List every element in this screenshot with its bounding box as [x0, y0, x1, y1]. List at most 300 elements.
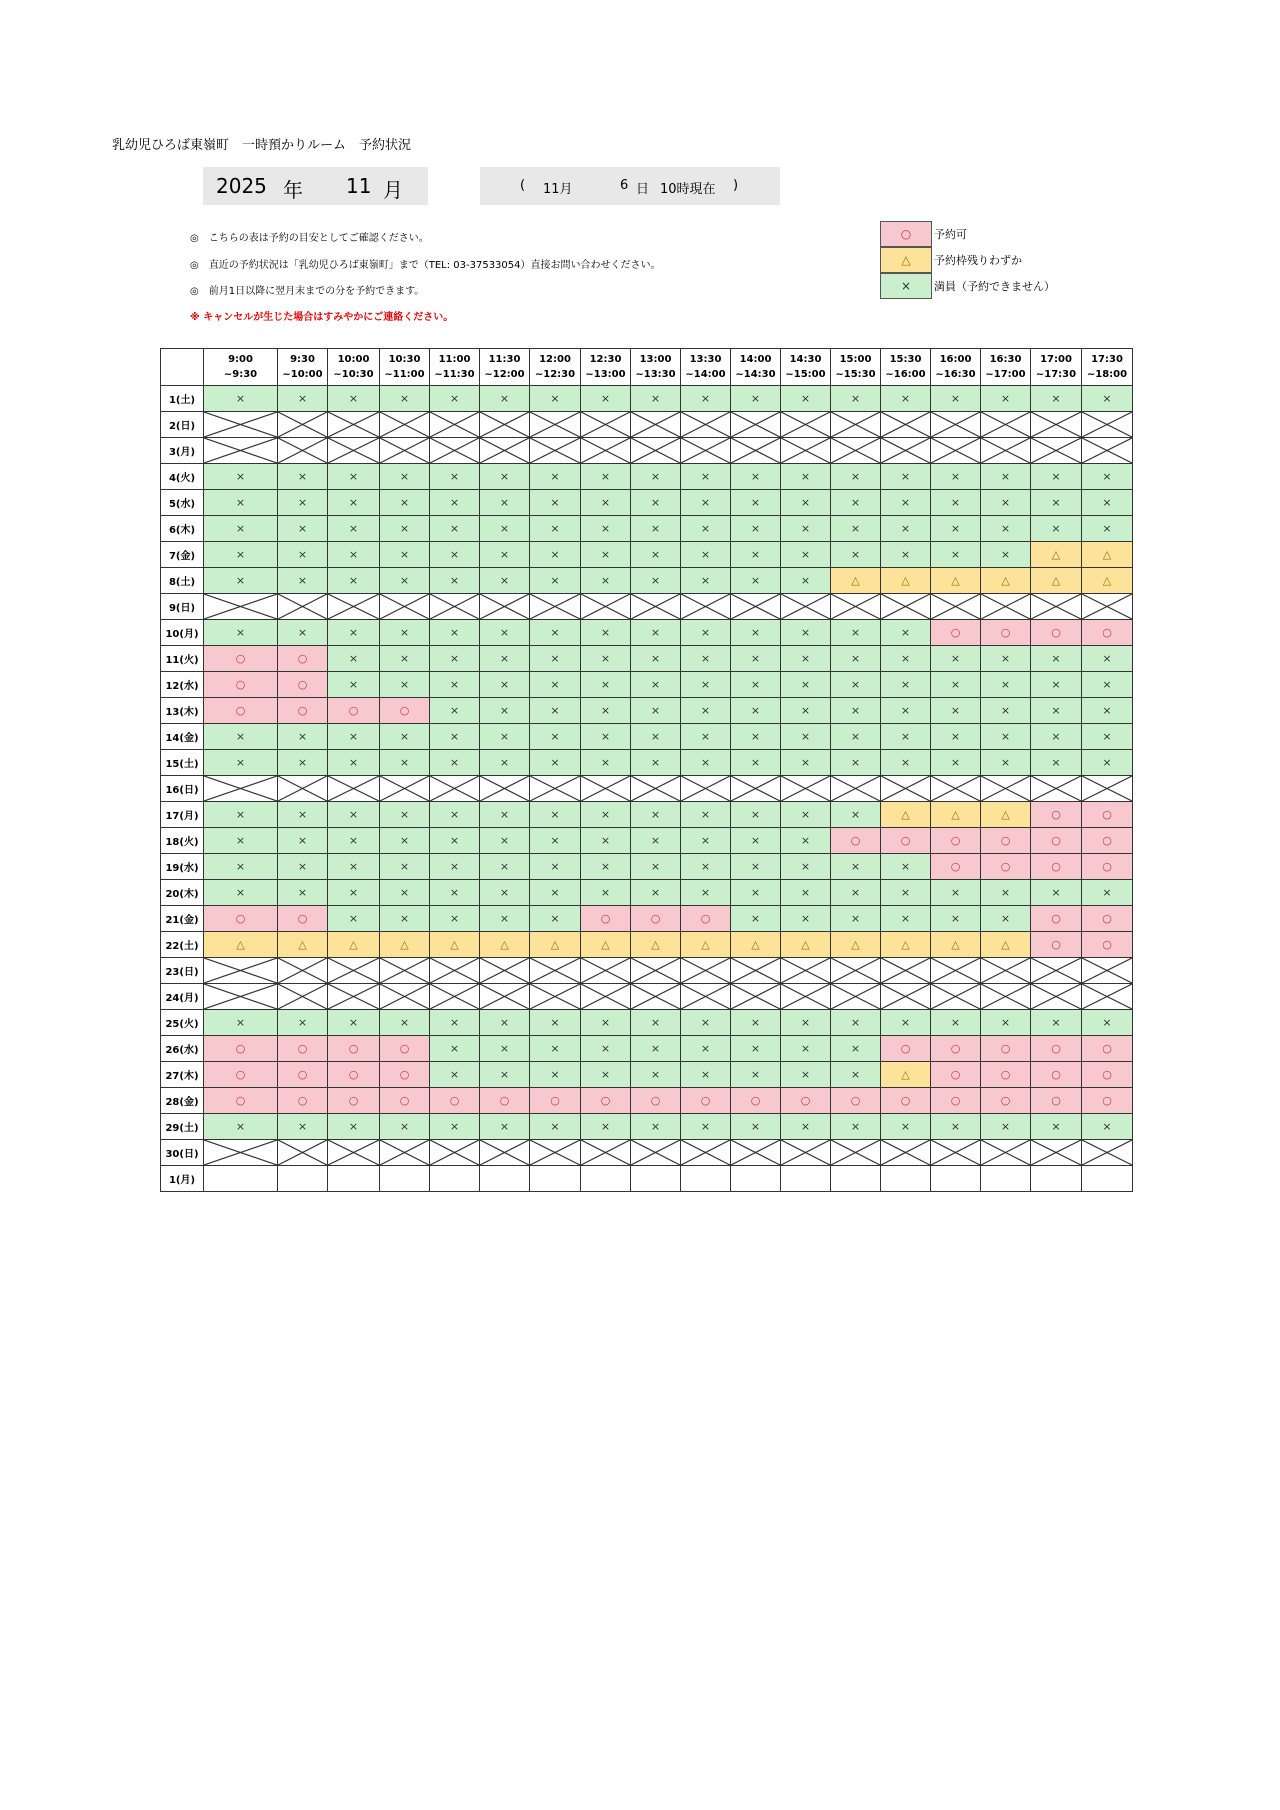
timeslot-end: ~13:30: [635, 369, 676, 380]
timeslot-end: ~13:00: [585, 369, 626, 380]
status-cell-empty: [530, 1166, 581, 1192]
status-cell-full: ×: [631, 568, 681, 594]
status-cell-full: ×: [204, 1010, 278, 1036]
status-cell-closed: [981, 776, 1031, 802]
status-cell-full: ×: [380, 802, 430, 828]
status-cell-full: ×: [781, 386, 831, 412]
status-cell-available: ○: [881, 1036, 931, 1062]
day-label: 6(木): [161, 516, 204, 542]
day-label: 21(金): [161, 906, 204, 932]
status-cell-full: ×: [430, 620, 480, 646]
status-cell-full: ×: [278, 1010, 328, 1036]
timeslot-end: ~14:30: [735, 369, 776, 380]
closed-cross-icon: [204, 776, 277, 801]
closed-cross-icon: [981, 438, 1030, 463]
status-cell-few-left: △: [581, 932, 631, 958]
table-row: [161, 542, 1133, 568]
closed-cross-icon: [430, 984, 479, 1009]
status-cell-closed: [981, 594, 1031, 620]
timeslot-header: [981, 349, 1031, 386]
status-cell-closed: [831, 776, 881, 802]
status-cell-full: ×: [480, 1010, 530, 1036]
closed-cross-icon: [581, 1140, 630, 1165]
status-cell-full: ×: [981, 698, 1031, 724]
status-cell-full: ×: [781, 516, 831, 542]
status-cell-available: ○: [931, 1036, 981, 1062]
status-cell-full: ×: [681, 646, 731, 672]
status-cell-closed: [881, 984, 931, 1010]
status-cell-closed: [1082, 438, 1133, 464]
closed-cross-icon: [480, 1140, 529, 1165]
status-cell-closed: [581, 412, 631, 438]
status-cell-full: ×: [731, 750, 781, 776]
status-cell-full: ×: [480, 698, 530, 724]
status-cell-full: ×: [530, 906, 581, 932]
status-cell-full: ×: [1082, 490, 1133, 516]
closed-cross-icon: [681, 594, 730, 619]
status-cell-full: ×: [731, 854, 781, 880]
table-row: [161, 594, 1133, 620]
status-cell-full: ×: [781, 1062, 831, 1088]
status-cell-full: ×: [430, 542, 480, 568]
status-cell-available: ○: [1082, 620, 1133, 646]
closed-cross-icon: [1082, 984, 1132, 1009]
status-cell-full: ×: [278, 828, 328, 854]
status-cell-available: ○: [204, 698, 278, 724]
status-cell-closed: [631, 984, 681, 1010]
status-cell-full: ×: [781, 906, 831, 932]
status-cell-empty: [430, 1166, 480, 1192]
year-value: 2025: [216, 174, 267, 198]
day-label: 29(土): [161, 1114, 204, 1140]
status-cell-available: ○: [530, 1088, 581, 1114]
timeslot-end: ~17:00: [985, 369, 1026, 380]
closed-cross-icon: [981, 984, 1030, 1009]
closed-cross-icon: [278, 984, 327, 1009]
timeslot-start: 11:30: [488, 354, 521, 365]
status-cell-closed: [1082, 958, 1133, 984]
status-cell-closed: [681, 412, 731, 438]
timeslot-start: 17:30: [1091, 354, 1123, 365]
closed-cross-icon: [781, 1140, 830, 1165]
status-cell-closed: [781, 1140, 831, 1166]
status-cell-full: ×: [731, 464, 781, 490]
status-cell-full: ×: [1082, 880, 1133, 906]
status-cell-full: ×: [530, 490, 581, 516]
status-cell-closed: [581, 438, 631, 464]
status-cell-full: ×: [480, 854, 530, 880]
table-row: [161, 880, 1133, 906]
closed-cross-icon: [204, 1140, 277, 1165]
status-cell-full: ×: [981, 464, 1031, 490]
status-cell-empty: [480, 1166, 530, 1192]
status-cell-full: ×: [530, 1036, 581, 1062]
status-cell-full: ×: [1031, 698, 1082, 724]
status-cell-full: ×: [278, 724, 328, 750]
status-cell-full: ×: [430, 490, 480, 516]
status-cell-full: ×: [681, 1062, 731, 1088]
status-cell-full: ×: [731, 1062, 781, 1088]
status-cell-full: ×: [1031, 646, 1082, 672]
status-cell-full: ×: [681, 880, 731, 906]
status-cell-full: ×: [380, 516, 430, 542]
status-cell-full: ×: [328, 750, 380, 776]
day-label: 4(火): [161, 464, 204, 490]
status-cell-closed: [981, 412, 1031, 438]
closed-cross-icon: [831, 412, 880, 437]
reservation-table: [160, 348, 1133, 1192]
status-cell-full: ×: [204, 542, 278, 568]
status-cell-full: ×: [430, 568, 480, 594]
status-cell-full: ×: [1082, 672, 1133, 698]
status-cell-closed: [581, 984, 631, 1010]
day-label: 14(金): [161, 724, 204, 750]
status-cell-full: ×: [581, 464, 631, 490]
status-cell-full: ×: [328, 1010, 380, 1036]
status-cell-full: ×: [681, 672, 731, 698]
table-row: [161, 1010, 1133, 1036]
closed-cross-icon: [1031, 412, 1081, 437]
timeslot-start: 17:00: [1040, 354, 1072, 365]
timeslot-header: [204, 349, 278, 386]
status-cell-available: ○: [1031, 620, 1082, 646]
timeslot-end: ~11:00: [384, 369, 425, 380]
status-cell-full: ×: [631, 1010, 681, 1036]
table-row: [161, 1036, 1133, 1062]
closed-cross-icon: [430, 776, 479, 801]
status-cell-full: ×: [831, 750, 881, 776]
table-row: [161, 438, 1133, 464]
status-cell-full: ×: [581, 724, 631, 750]
status-cell-full: ×: [480, 1036, 530, 1062]
day-label: 30(日): [161, 1140, 204, 1166]
status-cell-full: ×: [328, 516, 380, 542]
status-cell-full: ×: [581, 386, 631, 412]
status-cell-available: ○: [1031, 828, 1082, 854]
day-label: 17(月): [161, 802, 204, 828]
closed-cross-icon: [380, 1140, 429, 1165]
status-cell-full: ×: [881, 750, 931, 776]
status-cell-full: ×: [831, 516, 881, 542]
status-cell-full: ×: [931, 672, 981, 698]
status-cell-full: ×: [981, 1010, 1031, 1036]
status-cell-closed: [681, 958, 731, 984]
closed-cross-icon: [731, 412, 780, 437]
status-cell-available: ○: [581, 906, 631, 932]
status-cell-closed: [380, 984, 430, 1010]
status-cell-full: ×: [430, 698, 480, 724]
closed-cross-icon: [731, 984, 780, 1009]
closed-cross-icon: [278, 438, 327, 463]
timeslot-end: ~15:00: [785, 369, 826, 380]
status-cell-closed: [931, 1140, 981, 1166]
status-cell-full: ×: [581, 750, 631, 776]
status-cell-full: ×: [1082, 1114, 1133, 1140]
status-cell-full: ×: [831, 464, 881, 490]
status-cell-empty: [631, 1166, 681, 1192]
status-cell-full: ×: [480, 490, 530, 516]
status-cell-full: ×: [1031, 386, 1082, 412]
status-cell-full: ×: [328, 620, 380, 646]
status-cell-full: ×: [731, 516, 781, 542]
status-cell-empty: [328, 1166, 380, 1192]
status-cell-available: ○: [981, 1088, 1031, 1114]
status-cell-available: ○: [931, 854, 981, 880]
status-cell-closed: [278, 776, 328, 802]
closed-cross-icon: [530, 412, 580, 437]
status-cell-full: ×: [931, 646, 981, 672]
status-cell-full: ×: [380, 672, 430, 698]
status-cell-full: ×: [981, 880, 1031, 906]
status-cell-available: ○: [831, 828, 881, 854]
status-cell-full: ×: [430, 802, 480, 828]
closed-cross-icon: [781, 776, 830, 801]
closed-cross-icon: [931, 958, 980, 983]
status-cell-closed: [328, 958, 380, 984]
status-cell-full: ×: [581, 646, 631, 672]
status-cell-available: ○: [1082, 854, 1133, 880]
status-cell-full: ×: [881, 620, 931, 646]
status-cell-full: ×: [681, 828, 731, 854]
status-cell-full: ×: [681, 568, 731, 594]
legend-label-full: 満員（予約できません）: [934, 280, 1055, 293]
status-cell-available: ○: [581, 1088, 631, 1114]
timeslot-header: [530, 349, 581, 386]
closed-cross-icon: [581, 958, 630, 983]
timeslot-start: 12:00: [539, 354, 571, 365]
status-cell-full: ×: [681, 1036, 731, 1062]
as-of-box: [480, 167, 780, 205]
status-cell-available: ○: [204, 1088, 278, 1114]
status-cell-full: ×: [931, 490, 981, 516]
status-cell-closed: [731, 438, 781, 464]
day-label: 5(水): [161, 490, 204, 516]
closed-cross-icon: [981, 1140, 1030, 1165]
status-cell-closed: [204, 438, 278, 464]
status-cell-full: ×: [328, 542, 380, 568]
status-cell-full: ×: [631, 672, 681, 698]
status-cell-full: ×: [931, 542, 981, 568]
status-cell-full: ×: [204, 464, 278, 490]
closed-cross-icon: [278, 594, 327, 619]
timeslot-header: [781, 349, 831, 386]
status-cell-available: ○: [204, 1062, 278, 1088]
status-cell-full: ×: [581, 802, 631, 828]
status-cell-closed: [328, 776, 380, 802]
status-cell-full: ×: [981, 516, 1031, 542]
status-cell-full: ×: [831, 698, 881, 724]
closed-cross-icon: [204, 594, 277, 619]
closed-cross-icon: [631, 958, 680, 983]
day-label: 16(日): [161, 776, 204, 802]
day-label: 18(火): [161, 828, 204, 854]
status-cell-full: ×: [831, 1062, 881, 1088]
day-label: 10(月): [161, 620, 204, 646]
status-cell-full: ×: [681, 698, 731, 724]
status-cell-full: ×: [278, 568, 328, 594]
status-cell-closed: [881, 1140, 931, 1166]
status-cell-closed: [631, 1140, 681, 1166]
status-cell-full: ×: [430, 724, 480, 750]
status-cell-available: ○: [981, 620, 1031, 646]
status-cell-full: ×: [204, 854, 278, 880]
status-cell-full: ×: [530, 1010, 581, 1036]
status-cell-full: ×: [430, 906, 480, 932]
status-cell-full: ×: [781, 828, 831, 854]
status-cell-closed: [278, 984, 328, 1010]
timeslot-header: [328, 349, 380, 386]
status-cell-full: ×: [881, 672, 931, 698]
closed-cross-icon: [631, 1140, 680, 1165]
page-title: 乳幼児ひろば東嶺町 一時預かりルーム 予約状況: [112, 138, 412, 153]
closed-cross-icon: [931, 594, 980, 619]
closed-cross-icon: [380, 776, 429, 801]
status-cell-closed: [931, 594, 981, 620]
status-cell-full: ×: [781, 672, 831, 698]
closed-cross-icon: [731, 958, 780, 983]
day-label: 13(木): [161, 698, 204, 724]
closed-cross-icon: [530, 958, 580, 983]
status-cell-full: ×: [380, 542, 430, 568]
closed-cross-icon: [831, 984, 880, 1009]
status-cell-full: ×: [204, 568, 278, 594]
status-cell-full: ×: [831, 646, 881, 672]
status-cell-full: ×: [530, 568, 581, 594]
status-cell-closed: [530, 776, 581, 802]
status-cell-full: ×: [981, 750, 1031, 776]
status-cell-available: ○: [731, 1088, 781, 1114]
status-cell-closed: [981, 958, 1031, 984]
status-cell-closed: [681, 984, 731, 1010]
status-cell-full: ×: [631, 1062, 681, 1088]
status-cell-full: ×: [480, 568, 530, 594]
closed-cross-icon: [581, 594, 630, 619]
closed-cross-icon: [328, 984, 379, 1009]
status-cell-closed: [328, 438, 380, 464]
closed-cross-icon: [981, 776, 1030, 801]
status-cell-full: ×: [480, 906, 530, 932]
closed-cross-icon: [380, 984, 429, 1009]
status-cell-available: ○: [278, 1036, 328, 1062]
status-cell-few-left: △: [681, 932, 731, 958]
closed-cross-icon: [380, 438, 429, 463]
status-cell-full: ×: [881, 1114, 931, 1140]
status-cell-full: ×: [731, 1114, 781, 1140]
timeslot-start: 12:30: [589, 354, 622, 365]
status-cell-full: ×: [530, 750, 581, 776]
status-cell-closed: [731, 412, 781, 438]
status-cell-full: ×: [480, 1114, 530, 1140]
table-row: [161, 802, 1133, 828]
status-cell-full: ×: [831, 620, 881, 646]
status-cell-available: ○: [1082, 1062, 1133, 1088]
closed-cross-icon: [931, 984, 980, 1009]
closed-cross-icon: [328, 438, 379, 463]
status-cell-full: ×: [681, 1010, 731, 1036]
status-cell-full: ×: [881, 906, 931, 932]
timeslot-start: 9:00: [228, 354, 253, 365]
status-cell-full: ×: [781, 464, 831, 490]
status-cell-full: ×: [430, 1062, 480, 1088]
status-cell-closed: [204, 776, 278, 802]
status-cell-full: ×: [781, 698, 831, 724]
status-cell-full: ×: [931, 1010, 981, 1036]
status-cell-full: ×: [581, 672, 631, 698]
status-cell-full: ×: [530, 1062, 581, 1088]
timeslot-header: [681, 349, 731, 386]
status-cell-closed: [380, 1140, 430, 1166]
status-cell-full: ×: [1031, 1010, 1082, 1036]
status-cell-full: ×: [631, 1036, 681, 1062]
status-cell-full: ×: [881, 698, 931, 724]
closed-cross-icon: [731, 776, 780, 801]
closed-cross-icon: [480, 984, 529, 1009]
status-cell-available: ○: [1082, 828, 1133, 854]
status-cell-empty: [1082, 1166, 1133, 1192]
status-cell-full: ×: [1031, 490, 1082, 516]
closed-cross-icon: [1031, 958, 1081, 983]
status-cell-available: ○: [328, 1088, 380, 1114]
day-label: 11(火): [161, 646, 204, 672]
day-label: 2(日): [161, 412, 204, 438]
table-row: [161, 750, 1133, 776]
timeslot-end: ~17:30: [1035, 369, 1077, 380]
closed-cross-icon: [380, 958, 429, 983]
status-cell-closed: [831, 438, 881, 464]
closed-cross-icon: [631, 412, 680, 437]
closed-cross-icon: [831, 594, 880, 619]
status-cell-full: ×: [380, 1114, 430, 1140]
status-cell-closed: [480, 1140, 530, 1166]
status-cell-full: ×: [278, 1114, 328, 1140]
status-cell-full: ×: [881, 1010, 931, 1036]
status-cell-available: ○: [278, 672, 328, 698]
legend-item-available: [880, 221, 1080, 247]
status-cell-closed: [631, 776, 681, 802]
status-cell-full: ×: [430, 386, 480, 412]
status-cell-full: ×: [430, 750, 480, 776]
closed-cross-icon: [881, 412, 930, 437]
status-cell-full: ×: [380, 750, 430, 776]
status-cell-closed: [328, 1140, 380, 1166]
closed-cross-icon: [931, 776, 980, 801]
status-cell-closed: [380, 958, 430, 984]
status-cell-available: ○: [328, 1062, 380, 1088]
status-cell-few-left: △: [328, 932, 380, 958]
status-cell-closed: [631, 958, 681, 984]
status-cell-full: ×: [581, 828, 631, 854]
timeslot-header: [430, 349, 480, 386]
status-cell-full: ×: [530, 672, 581, 698]
status-cell-full: ×: [631, 880, 681, 906]
status-cell-full: ×: [731, 1036, 781, 1062]
status-cell-full: ×: [480, 464, 530, 490]
status-cell-empty: [204, 1166, 278, 1192]
status-cell-full: ×: [631, 828, 681, 854]
closed-cross-icon: [681, 958, 730, 983]
status-cell-full: ×: [831, 880, 881, 906]
status-cell-full: ×: [731, 906, 781, 932]
status-cell-full: ×: [581, 698, 631, 724]
status-cell-available: ○: [380, 1036, 430, 1062]
status-cell-closed: [681, 776, 731, 802]
status-cell-closed: [881, 594, 931, 620]
status-cell-full: ×: [881, 854, 931, 880]
as-of-month: 11月: [543, 182, 573, 197]
status-cell-empty: [581, 1166, 631, 1192]
status-cell-available: ○: [278, 646, 328, 672]
status-cell-available: ○: [981, 1036, 1031, 1062]
